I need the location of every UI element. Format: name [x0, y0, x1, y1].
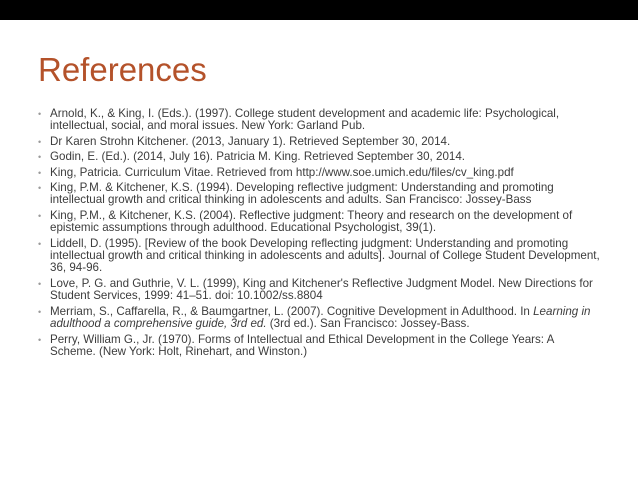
- reference-text: Arnold, K., & King, I. (Eds.). (1997). College student development and academic life: Psychological, intellectual, social, and moral issues. New York: Garland Pub.: [50, 107, 560, 133]
- reference-text: Love, P. G. and Guthrie, V. L. (1999), King and Kitchener's Reflective Judgment Model. New Directions for Student Services, 1999: 41–51. doi: 10.1002/ss.8804: [50, 276, 593, 303]
- reference-text: Liddell, D. (1995). [Review of the book Developing reflecting judgment: Understanding and promoting intellectual growth and critical thinking in adolescents and adults]. Journal of College Student Development, 36, 94-96.: [50, 236, 600, 275]
- reference-text: [50, 305, 590, 330]
- bullet-icon: •: [38, 210, 42, 221]
- reference-text-after: (3rd ed.). San Francisco: Jossey-Bass.: [266, 317, 470, 331]
- reference-item: [38, 306, 600, 331]
- reference-item: [38, 334, 600, 359]
- slide-title: References: [38, 51, 207, 88]
- bullet-icon: •: [38, 306, 42, 317]
- reference-text: Godin, E. (Ed.). (2014, July 16). Patricia M. King. Retrieved September 30, 2014.: [50, 150, 466, 164]
- reference-text: King, Patricia. Curriculum Vitae. Retrieved from http://www.soe.umich.edu/files/cv_king.pdf: [50, 165, 514, 179]
- reference-item: [38, 278, 600, 303]
- bullet-icon: •: [38, 238, 42, 249]
- bullet-icon: •: [38, 183, 42, 194]
- reference-text: Dr Karen Strohn Kitchener. (2013, January 1). Retrieved September 30, 2014.: [50, 134, 451, 148]
- reference-book-title: Learning in adulthood a comprehensive guide, 3rd ed.: [50, 304, 591, 331]
- bullet-icon: •: [38, 136, 42, 147]
- bullet-icon: •: [38, 167, 42, 178]
- reference-text-before: Merriam, S., Caffarella, R., & Baumgartner, L. (2007). Cognitive Development in Adulthood. In: [50, 304, 534, 318]
- reference-item: [38, 136, 600, 148]
- reference-item: [38, 210, 600, 235]
- reference-item: [38, 151, 600, 163]
- bullet-icon: •: [38, 278, 42, 289]
- reference-item: [38, 167, 600, 179]
- reference-item: [38, 238, 600, 275]
- reference-item: [38, 182, 600, 207]
- bullet-icon: •: [38, 109, 42, 119]
- bullet-icon: •: [38, 334, 42, 345]
- reference-item: [38, 108, 600, 133]
- bullet-icon: •: [38, 152, 42, 163]
- reference-text: King, P.M. & Kitchener, K.S. (1994). Developing reflective judgment: Understanding and promoting intellectual growth and critical thinking in adolescents and adults. San Francisco: Jossey-Bass: [50, 181, 554, 207]
- top-bar: [0, 0, 638, 20]
- reference-text: Perry, William G., Jr. (1970). Forms of Intellectual and Ethical Development in the College Years: A Scheme. (New York: Holt, Rinehart, and Winston.): [50, 332, 554, 358]
- reference-text: King, P.M., & Kitchener, K.S. (2004). Reflective judgment: Theory and research on the development of epistemic assumptions through adulthood. Educational Psychologist, 39(1).: [50, 208, 573, 235]
- reference-list: [38, 108, 600, 361]
